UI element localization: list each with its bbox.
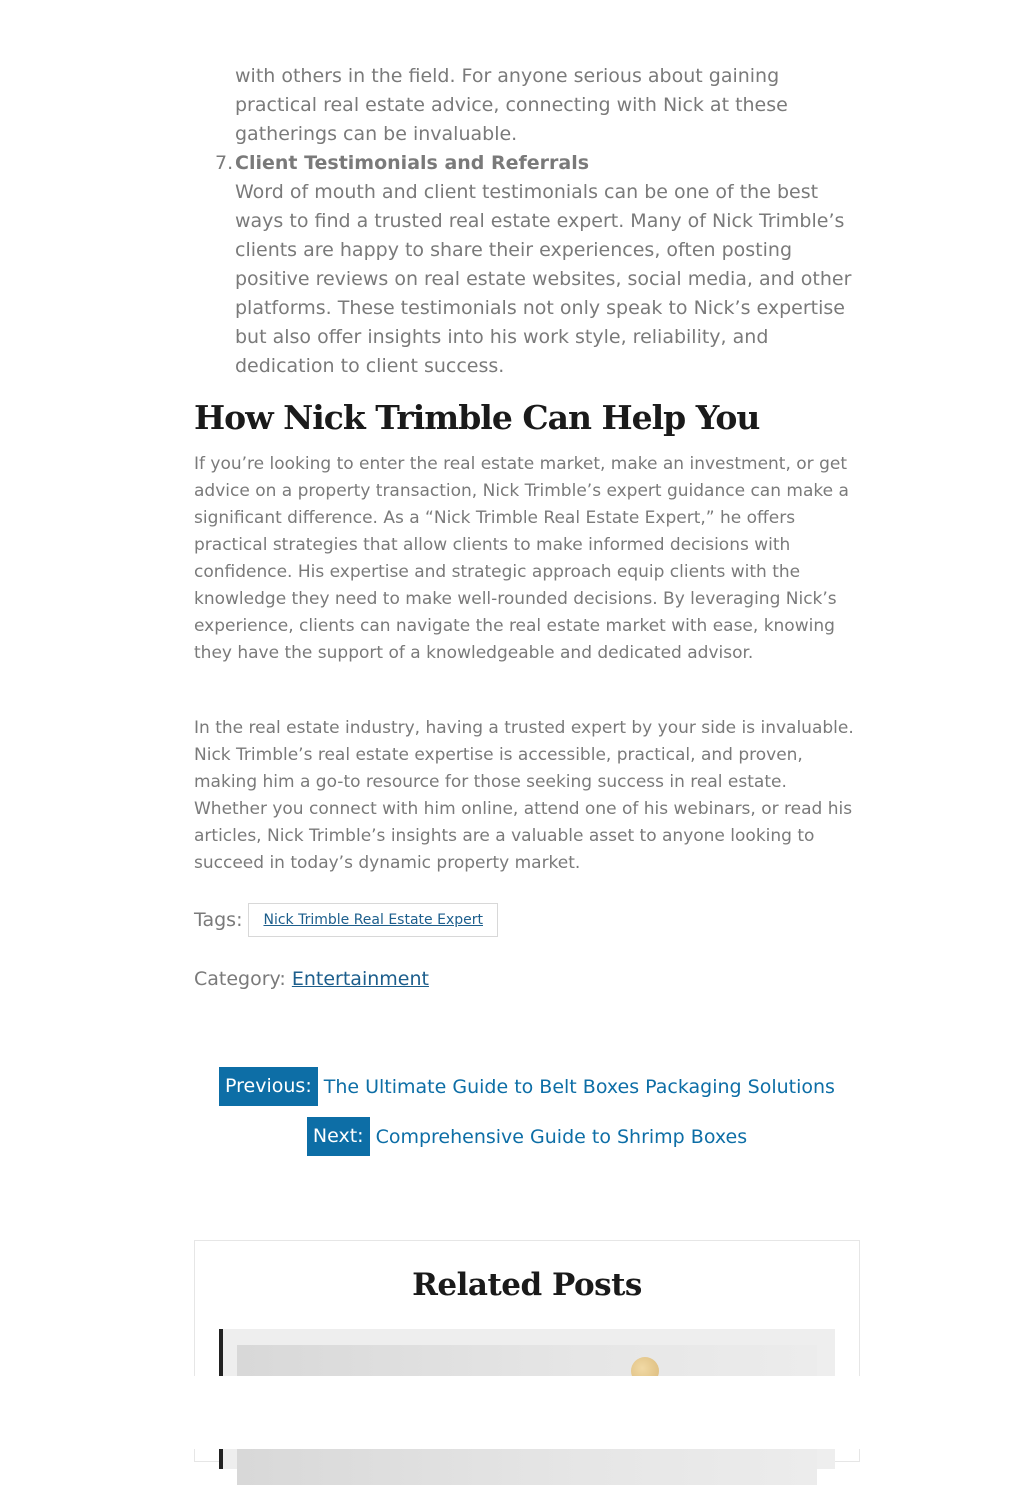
previous-label[interactable]: Previous: — [219, 1067, 318, 1106]
next-post-nav[interactable] — [194, 1117, 860, 1156]
paragraph: If you’re looking to enter the real estate market, make an investment, or get advice on a property transaction, Nick Trimble’s expert guidance can make a significant difference. As a “Nick Trimble Real Estate Expert,” he offers practical strategies that allow clients to make informed decisions with confidence. His expertise and strategic approach equip clients with the knowledge they need to make well-rounded decisions. By leveraging Nick’s experience, clients can navigate the real estate market with ease, knowing they have the support of a knowledgeable and dedicated advisor. — [194, 454, 849, 663]
next-post-link[interactable]: Comprehensive Guide to Shrimp Boxes — [375, 1125, 748, 1148]
list-item-text: Word of mouth and client testimonials can be one of the best ways to find a trusted real estate expert. Many of Nick Trimble’s clients are happy to share their experiences, often posting positive reviews on real estate websites, social media, and other platforms. These testimonials not only speak to Nick’s expertise but also offer insights into his work style, reliability, and dedication to client success. — [235, 181, 852, 377]
section-heading: How Nick Trimble Can Help You — [194, 398, 760, 437]
category-row — [194, 968, 429, 990]
list-item-7 — [215, 149, 860, 381]
list-item-title: Client Testimonials and Referrals — [235, 152, 590, 174]
tags-row — [194, 899, 498, 941]
related-posts-heading: Related Posts — [412, 1267, 642, 1303]
list-item-number: 7. — [215, 152, 234, 174]
previous-post-nav[interactable] — [194, 1067, 860, 1106]
tag-link[interactable]: Nick Trimble Real Estate Expert — [248, 903, 498, 937]
list-item-text: with others in the field. For anyone serious about gaining practical real estate advice, connecting with Nick at these gatherings can be invaluable. — [235, 65, 788, 145]
page-bottom-margin — [0, 1376, 1024, 1449]
category-link[interactable]: Entertainment — [291, 968, 429, 990]
category-label: Category: — [194, 968, 286, 990]
paragraph: In the real estate industry, having a trusted expert by your side is invaluable. Nick Trimble’s real estate expertise is accessible, practical, and proven, making him a go-to resource for those seeking success in real estate. Whether you connect with him online, attend one of his webinars, or read his articles, Nick Trimble’s insights are a valuable asset to anyone looking to succeed in today’s dynamic property market. — [194, 718, 854, 873]
next-label[interactable]: Next: — [307, 1117, 370, 1156]
list-item-6-continuation — [235, 62, 860, 149]
previous-post-link[interactable]: The Ultimate Guide to Belt Boxes Packaging Solutions — [323, 1075, 835, 1098]
tags-label: Tags: — [194, 909, 243, 931]
